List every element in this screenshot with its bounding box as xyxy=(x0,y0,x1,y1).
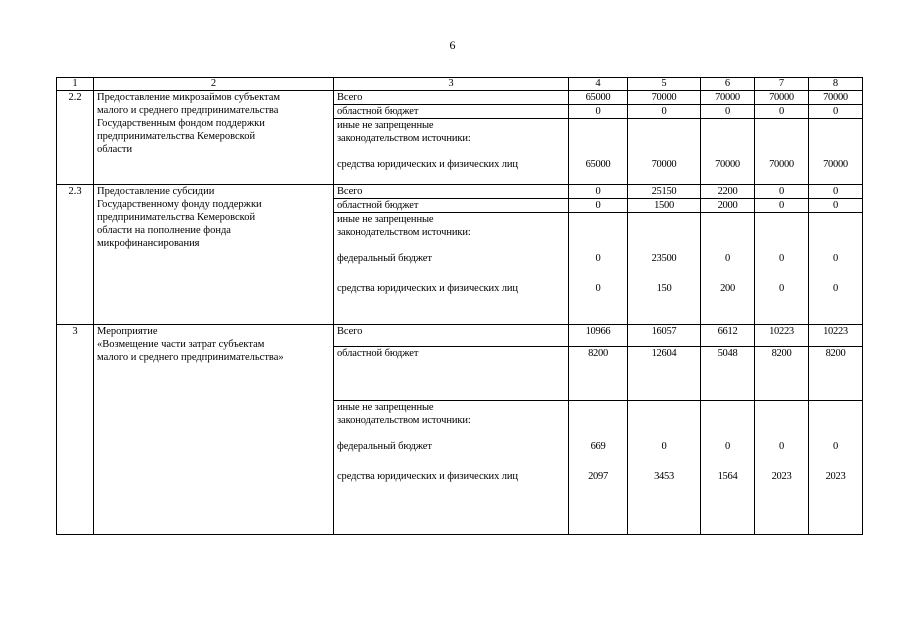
item-name-line: Предоставление микрозаймов субъектам xyxy=(97,92,281,103)
value-cell: 0 xyxy=(809,184,863,198)
source-label xyxy=(334,119,569,159)
source-label: федеральный бюджет xyxy=(334,440,569,470)
header-cell: 2 xyxy=(94,78,334,91)
source-label: средства юридических и физических лиц xyxy=(334,282,569,325)
item-name-line: «Возмещение части затрат субъектам xyxy=(97,339,265,350)
value-cell: 0 xyxy=(701,252,755,282)
source-label-line: иные не запрещенные xyxy=(337,120,434,131)
source-label: федеральный бюджет xyxy=(334,252,569,282)
value-cell: 8200 xyxy=(569,347,628,401)
header-cell: 6 xyxy=(701,78,755,91)
source-label-line: иные не запрещенные xyxy=(337,402,434,413)
source-label xyxy=(334,401,569,441)
value-cell: 2000 xyxy=(701,198,755,212)
source-label: средства юридических и физических лиц xyxy=(334,470,569,534)
value-cell: 2023 xyxy=(755,470,809,534)
header-cell: 5 xyxy=(628,78,701,91)
value-cell: 12604 xyxy=(628,347,701,401)
item-name-line: малого и среднего предпринимательства xyxy=(97,105,279,116)
table-row xyxy=(57,184,863,198)
value-cell: 150 xyxy=(628,282,701,325)
value-cell: 5048 xyxy=(701,347,755,401)
value-cell: 8200 xyxy=(755,347,809,401)
source-label: областной бюджет xyxy=(334,198,569,212)
value-cell: 0 xyxy=(809,282,863,325)
table-row xyxy=(57,325,863,347)
source-label: Всего xyxy=(334,325,569,347)
value-cell: 0 xyxy=(569,184,628,198)
item-name xyxy=(94,325,334,535)
header-cell: 1 xyxy=(57,78,94,91)
table-header-row xyxy=(57,78,863,91)
item-name-line: Государственным фондом поддержки xyxy=(97,118,265,129)
value-cell: 200 xyxy=(701,282,755,325)
value-cell: 25150 xyxy=(628,184,701,198)
source-label: средства юридических и физических лиц xyxy=(334,158,569,184)
value-cell: 70000 xyxy=(628,158,701,184)
value-cell: 70000 xyxy=(628,91,701,105)
source-label-line: законодательством источники: xyxy=(337,226,471,238)
item-name-line: Предоставление субсидии xyxy=(97,185,215,197)
value-cell: 0 xyxy=(701,440,755,470)
item-name-line: Мероприятие xyxy=(97,326,158,337)
funding-table xyxy=(56,77,863,535)
value-cell: 0 xyxy=(809,252,863,282)
item-name xyxy=(94,91,334,185)
header-cell: 8 xyxy=(809,78,863,91)
source-label: Всего xyxy=(334,91,569,105)
item-name-line: Государственному фонду поддержки xyxy=(97,198,262,210)
source-label: областной бюджет xyxy=(334,105,569,119)
source-label xyxy=(334,212,569,252)
value-cell: 70000 xyxy=(809,91,863,105)
item-name-line: малого и среднего предпринимательства» xyxy=(97,352,284,363)
value-cell: 10223 xyxy=(755,325,809,347)
value-cell: 70000 xyxy=(755,158,809,184)
value-cell: 65000 xyxy=(569,91,628,105)
value-cell: 1500 xyxy=(628,198,701,212)
item-code: 3 xyxy=(57,325,94,535)
value-cell: 6612 xyxy=(701,325,755,347)
value-cell: 1564 xyxy=(701,470,755,534)
value-cell: 0 xyxy=(569,198,628,212)
page-number: 6 xyxy=(449,38,456,52)
value-cell: 0 xyxy=(628,440,701,470)
item-name-line: предпринимательства Кемеровской xyxy=(97,211,256,223)
header-cell: 4 xyxy=(569,78,628,91)
value-cell: 23500 xyxy=(628,252,701,282)
value-cell: 0 xyxy=(755,184,809,198)
value-cell: 0 xyxy=(755,198,809,212)
value-cell: 16057 xyxy=(628,325,701,347)
value-cell: 3453 xyxy=(628,470,701,534)
value-cell: 0 xyxy=(755,105,809,119)
item-code: 2.2 xyxy=(57,91,94,185)
value-cell: 70000 xyxy=(755,91,809,105)
item-name-line: области xyxy=(97,144,133,155)
value-cell: 0 xyxy=(809,105,863,119)
value-cell: 2097 xyxy=(569,470,628,534)
header-cell: 7 xyxy=(755,78,809,91)
source-label-line: законодательством источники: xyxy=(337,133,471,144)
value-cell: 0 xyxy=(569,252,628,282)
value-cell: 0 xyxy=(569,105,628,119)
item-code: 2.3 xyxy=(57,184,94,325)
source-label-line: иные не запрещенные xyxy=(337,213,434,225)
value-cell: 70000 xyxy=(809,158,863,184)
value-cell: 0 xyxy=(755,252,809,282)
value-cell: 0 xyxy=(628,105,701,119)
item-name-line: микрофинансирования xyxy=(97,237,200,249)
value-cell: 10966 xyxy=(569,325,628,347)
item-name xyxy=(94,184,334,325)
value-cell: 0 xyxy=(755,282,809,325)
value-cell: 0 xyxy=(755,440,809,470)
value-cell: 0 xyxy=(809,198,863,212)
value-cell: 669 xyxy=(569,440,628,470)
value-cell: 70000 xyxy=(701,91,755,105)
header-cell: 3 xyxy=(334,78,569,91)
value-cell: 65000 xyxy=(569,158,628,184)
value-cell: 0 xyxy=(809,440,863,470)
item-name-line: предпринимательства Кемеровской xyxy=(97,131,256,142)
value-cell: 0 xyxy=(569,282,628,325)
value-cell: 10223 xyxy=(809,325,863,347)
value-cell: 2023 xyxy=(809,470,863,534)
value-cell: 70000 xyxy=(701,158,755,184)
value-cell: 0 xyxy=(701,105,755,119)
value-cell: 2200 xyxy=(701,184,755,198)
source-label: областной бюджет xyxy=(334,347,569,401)
table-row xyxy=(57,91,863,105)
item-name-line: области на пополнение фонда xyxy=(97,224,231,236)
source-label: Всего xyxy=(334,184,569,198)
value-cell: 8200 xyxy=(809,347,863,401)
source-label-line: законодательством источники: xyxy=(337,415,471,426)
